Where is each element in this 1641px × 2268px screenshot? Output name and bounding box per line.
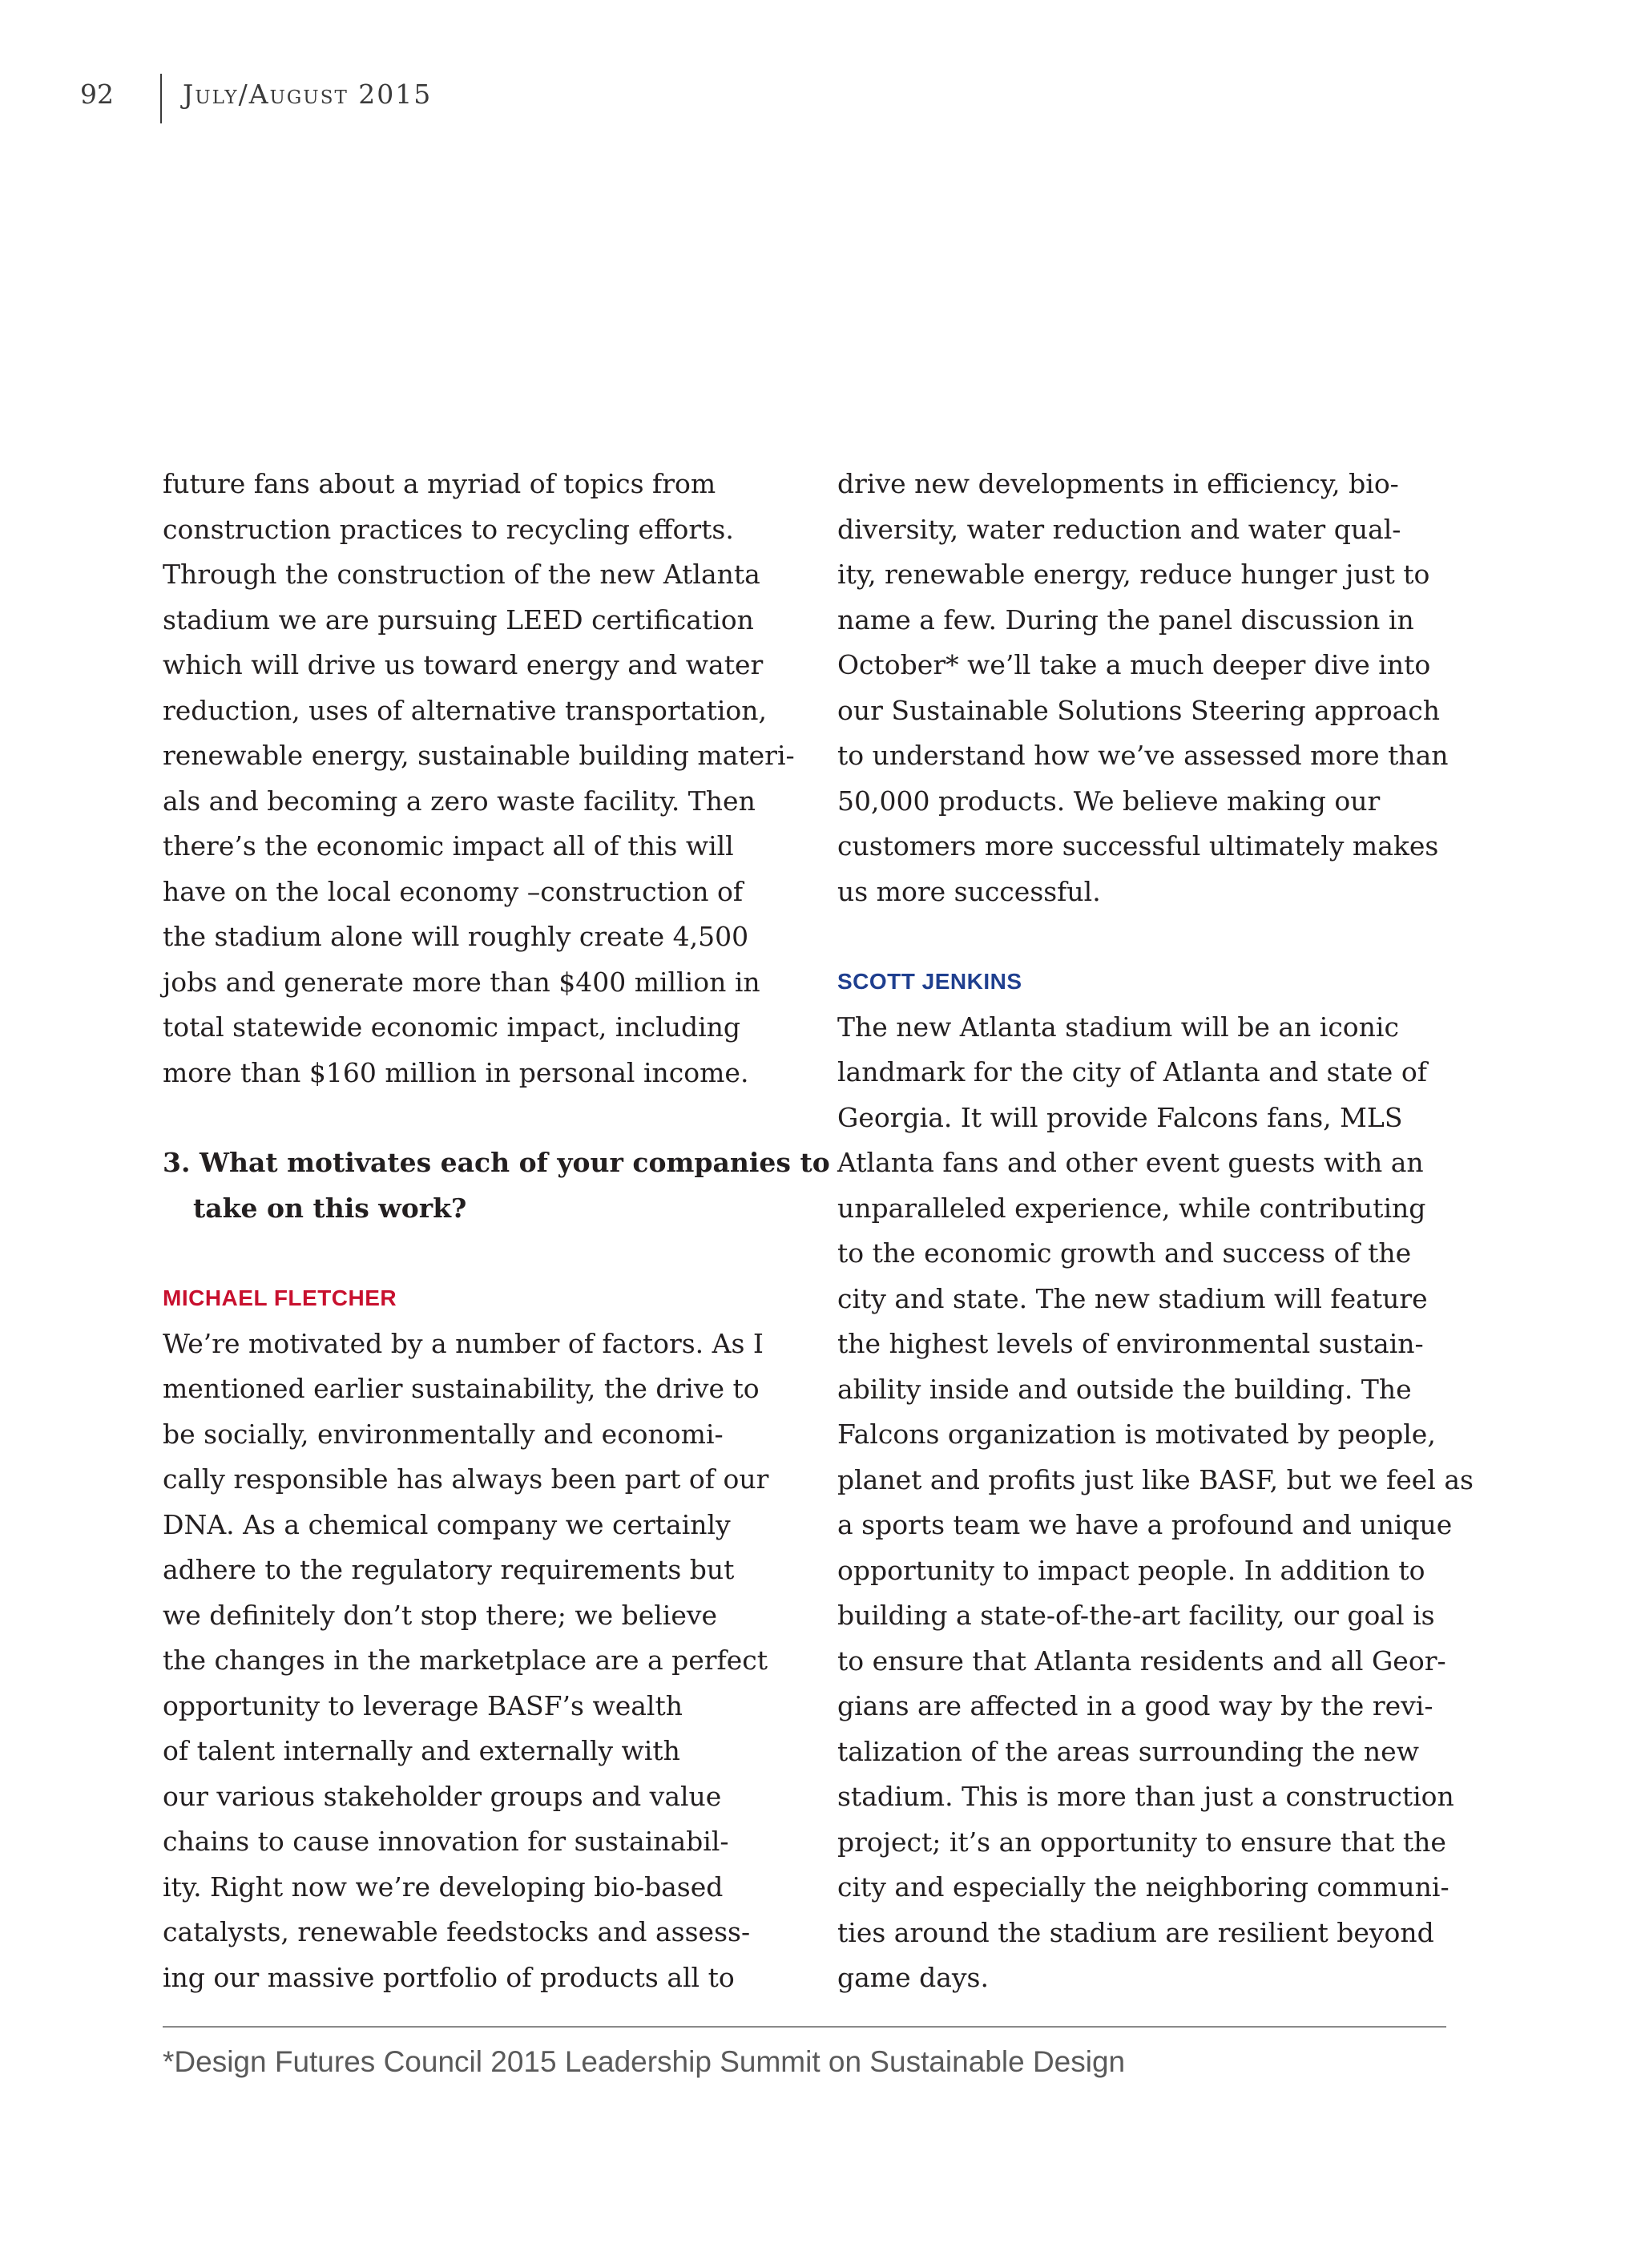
text-line: Georgia. It will provide Falcons fans, MLS (837, 1101, 1403, 1133)
text-line: Falcons organization is motivated by people, (837, 1419, 1436, 1450)
text-line: gians are affected in a good way by the revi- (837, 1690, 1433, 1721)
text-line: which will drive us toward energy and water (163, 649, 764, 680)
speaker-name-fletcher: MICHAEL FLETCHER (163, 1285, 397, 1310)
right-continued-paragraph (837, 462, 1454, 914)
text-line: building a state-of-the-art facility, our goal is (837, 1600, 1435, 1631)
header-divider (160, 74, 162, 123)
text-line: adhere to the regulatory requirements but (163, 1554, 735, 1585)
text-line: drive new developments in efficiency, bio- (837, 468, 1399, 499)
issue-date: July/August 2015 (183, 79, 433, 110)
text-line: catalysts, renewable feedstocks and assess- (163, 1916, 751, 1947)
text-line: city and especially the neighboring communi- (837, 1871, 1449, 1903)
text-line: game days. (837, 1962, 989, 1993)
text-line: customers more successful ultimately makes (837, 830, 1439, 862)
text-line: We’re motivated by a number of factors. As I (163, 1327, 764, 1359)
text-line: to understand how we’ve assessed more than (837, 740, 1449, 771)
text-line: The new Atlanta stadium will be an iconic (837, 1011, 1399, 1043)
text-line: our Sustainable Solutions Steering approach (837, 694, 1441, 726)
text-line: ing our massive portfolio of products all to (163, 1961, 735, 1993)
text-line: construction practices to recycling efforts. (163, 513, 734, 545)
text-line: talization of the areas surrounding the new (837, 1735, 1419, 1767)
text-line: opportunity to leverage BASF’s wealth (163, 1689, 683, 1721)
text-line: Through the construction of the new Atlanta (163, 559, 760, 590)
text-line: there’s the economic impact all of this will (163, 830, 734, 862)
text-line: unparalleled experience, while contributing (837, 1192, 1426, 1224)
text-line: stadium we are pursuing LEED certification (163, 603, 754, 636)
text-line: als and becoming a zero waste facility. Then (163, 785, 756, 817)
text-line: the changes in the marketplace are a perfect (163, 1645, 768, 1676)
text-line: name a few. During the panel discussion in (837, 603, 1414, 636)
page-number: 92 (80, 79, 114, 110)
question-heading (163, 1140, 830, 1231)
left-column (163, 462, 830, 2000)
text-line: have on the local economy –construction of (163, 875, 744, 907)
text-line: DNA. As a chemical company we certainly (163, 1508, 731, 1540)
fletcher-answer-paragraph (163, 1322, 772, 2001)
text-line: future fans about a myriad of topics from (163, 468, 716, 499)
text-line: October* we’ll take a much deeper dive into (837, 649, 1431, 680)
question-line: take on this work? (193, 1192, 467, 1224)
text-line: the stadium alone will roughly create 4,500 (163, 921, 749, 952)
text-line: more than $160 million in personal income. (163, 1056, 749, 1088)
speaker-name-jenkins: SCOTT JENKINS (837, 969, 1022, 994)
right-column (837, 462, 1474, 2001)
text-line: be socially, environmentally and economi- (163, 1418, 724, 1450)
text-line: renewable energy, sustainable building materi- (163, 740, 795, 771)
text-line: mentioned earlier sustainability, the drive to (163, 1373, 760, 1404)
footnote-divider (163, 2026, 1446, 2028)
text-line: the highest levels of environmental sustain- (837, 1328, 1424, 1359)
question-line: 3. What motivates each of your companies to (163, 1147, 830, 1178)
text-line: project; it’s an opportunity to ensure that the (837, 1826, 1446, 1858)
text-line: us more successful. (837, 875, 1101, 907)
text-line: to the economic growth and success of the (837, 1237, 1412, 1269)
footnote: *Design Futures Council 2015 Leadership Summit on Sustainable Design (163, 2045, 1126, 2078)
text-line: we definitely don’t stop there; we believe (163, 1599, 718, 1631)
text-line: jobs and generate more than $400 million in (163, 966, 760, 998)
text-line: chains to cause innovation for sustainabil- (163, 1826, 729, 1857)
page-header (0, 74, 561, 130)
jenkins-answer-paragraph (837, 1005, 1474, 2001)
text-line: our various stakeholder groups and value (163, 1780, 722, 1812)
text-line: ity, renewable energy, reduce hunger just to (837, 559, 1430, 590)
text-line: opportunity to impact people. In addition to (837, 1554, 1425, 1586)
text-line: landmark for the city of Atlanta and state of (837, 1056, 1427, 1088)
text-line: a sports team we have a profound and unique (837, 1509, 1453, 1540)
text-line: city and state. The new stadium will feature (837, 1282, 1428, 1314)
text-line: total statewide economic impact, including (163, 1011, 741, 1043)
text-line: Atlanta fans and other event guests with an (837, 1147, 1424, 1178)
text-line: ability inside and outside the building. The (837, 1373, 1412, 1405)
text-line: 50,000 products. We believe making our (837, 785, 1381, 817)
text-line: reduction, uses of alternative transportation, (163, 694, 768, 726)
text-line: planet and profits just like BASF, but we feel as (837, 1463, 1474, 1495)
text-line: of talent internally and externally with (163, 1735, 680, 1766)
text-line: stadium. This is more than just a construction (837, 1781, 1454, 1812)
text-line: diversity, water reduction and water qual- (837, 513, 1401, 545)
text-line: ity. Right now we’re developing bio-based (163, 1870, 724, 1903)
left-intro-paragraph (163, 462, 795, 1096)
text-line: ties around the stadium are resilient beyond (837, 1916, 1434, 1948)
text-line: cally responsible has always been part of our (163, 1463, 769, 1495)
text-line: to ensure that Atlanta residents and all Geor- (837, 1645, 1446, 1677)
